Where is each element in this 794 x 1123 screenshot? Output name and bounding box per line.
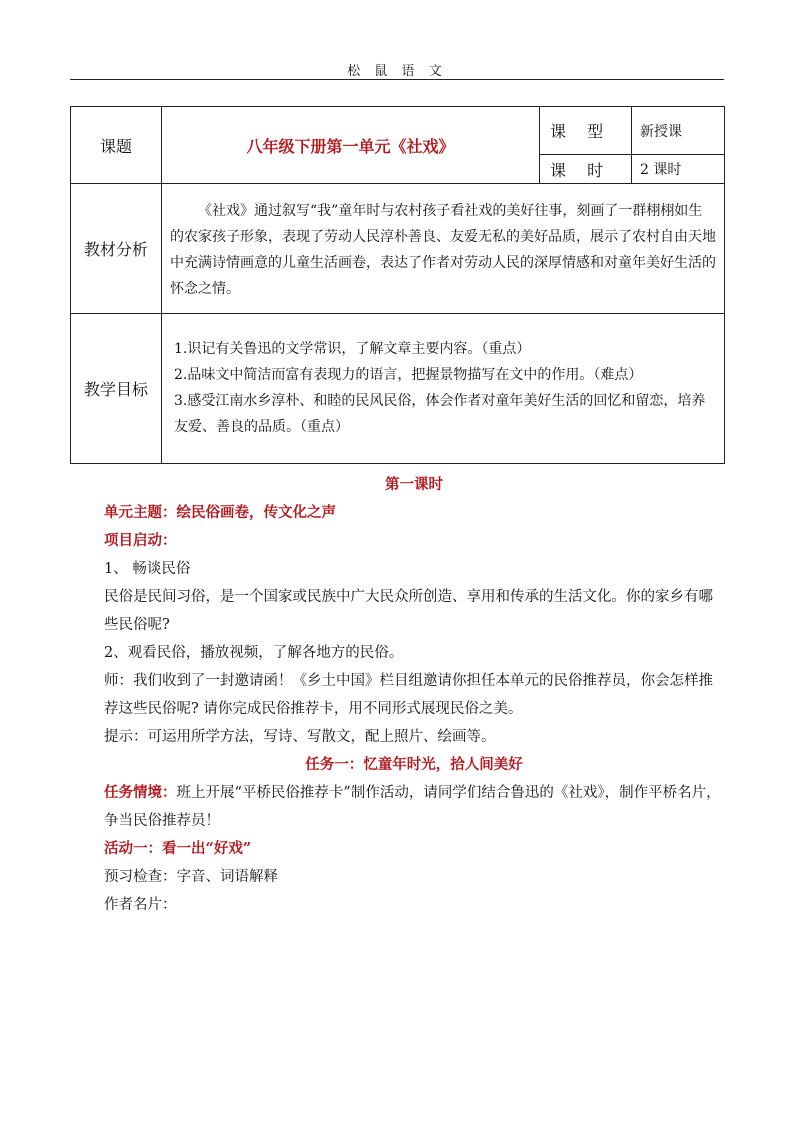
task-one-title: 任务一：忆童年时光，拾人间美好 bbox=[305, 756, 523, 773]
teacher-paragraph: 师：我们收到了一封邀请函！《乡土中国》栏目组邀请你担任本单元的民俗推荐员，你会怎样推荐这些民俗呢? 请你完成民俗推荐卡，用不同形式展现民俗之美。 bbox=[104, 673, 713, 717]
hint-paragraph: 提示：可运用所学方法，写诗、写散文，配上照片、绘画等。 bbox=[104, 729, 496, 745]
analysis-text: 《社戏》通过叙写“我”童年时与农村孩子看社戏的美好往事，刻画了一群栩栩如生的农家孩子形象，表现了劳动人民淳朴善良、友爱无私的美好品质，展示了农村自由天地中充满诗情画意的儿童生活画卷，表达了作者对劳动人民的深厚情感和对童年美好生活的怀念之情。 bbox=[162, 184, 725, 314]
lesson-body bbox=[104, 471, 724, 919]
header-divider bbox=[70, 79, 724, 80]
lesson-period-title: 第一课时 bbox=[385, 476, 443, 493]
page-header: 松 鼠 语 文 bbox=[347, 64, 447, 79]
item-chat-folk: 1、 畅谈民俗 bbox=[104, 561, 191, 577]
goal-item: 2.品味文中简洁而富有表现力的语言，把握景物描写在文中的作用。（难点） bbox=[174, 366, 643, 383]
goals-list bbox=[162, 314, 725, 464]
hours-label: 课 时 bbox=[540, 155, 632, 184]
task-scenario-text: 班上开展“平桥民俗推荐卡”制作活动，请同学们结合鲁迅的《社戏》，制作平桥名片，争当民俗推荐员！ bbox=[104, 785, 721, 829]
project-start: 项目启动： bbox=[104, 532, 177, 549]
lesson-title: 八年级下册第一单元《社戏》 bbox=[162, 107, 540, 184]
author-card: 作者名片： bbox=[104, 897, 177, 913]
task-scenario bbox=[104, 779, 724, 835]
task-scenario-label: 任务情境： bbox=[104, 784, 177, 801]
hours-value: 2 课时 bbox=[632, 155, 725, 184]
topic-label: 课题 bbox=[71, 107, 162, 184]
folk-description: 民俗是民间习俗，是一个国家或民族中广大民众所创造、享用和传承的生活文化。你的家乡有哪些民俗呢? bbox=[104, 589, 713, 633]
analysis-label: 教材分析 bbox=[71, 184, 162, 314]
unit-theme: 单元主题：绘民俗画卷，传文化之声 bbox=[104, 504, 336, 521]
lesson-info-table bbox=[70, 106, 725, 464]
activity-one-title: 活动一：看一出“好戏” bbox=[104, 840, 252, 857]
item-watch-video: 2、观看民俗，播放视频，了解各地方的民俗。 bbox=[104, 645, 404, 661]
goals-label: 教学目标 bbox=[71, 314, 162, 464]
preview-check: 预习检查：字音、词语解释 bbox=[104, 869, 278, 885]
goal-item: 3.感受江南水乡淳朴、和睦的民风民俗，体会作者对童年美好生活的回忆和留恋，培养友爱、善良的品质。（重点） bbox=[174, 392, 706, 435]
type-label: 课 型 bbox=[540, 107, 632, 155]
type-value: 新授课 bbox=[632, 107, 725, 155]
goal-item: 1.识记有关鲁迅的文学常识，了解文章主要内容。（重点） bbox=[174, 340, 531, 357]
